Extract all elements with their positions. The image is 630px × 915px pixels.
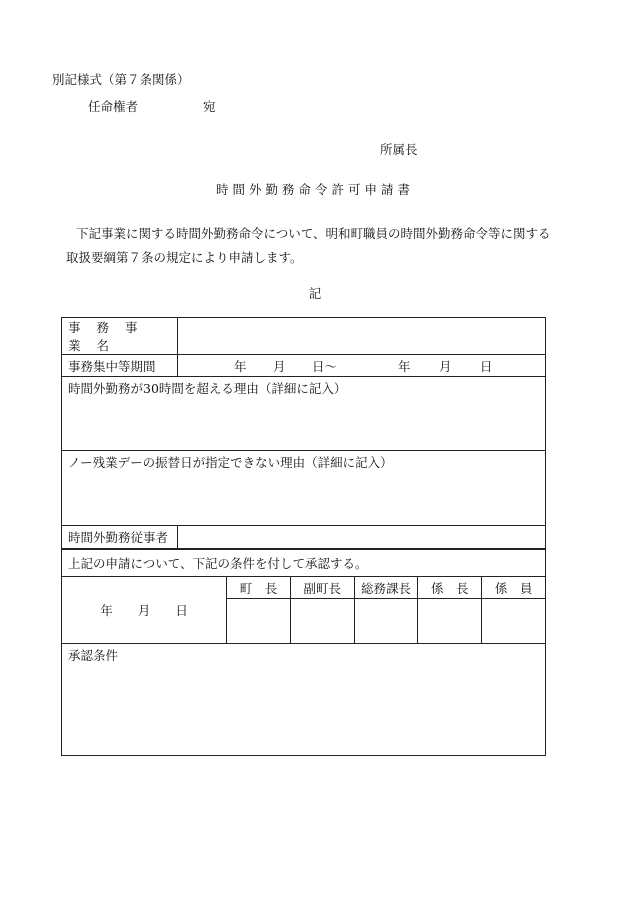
- approval-conditions-label: 承認条件: [68, 648, 119, 663]
- approval-date[interactable]: 年 月 日: [62, 577, 227, 644]
- request-statement: [66, 222, 566, 270]
- seal-box-mayor[interactable]: [227, 599, 291, 644]
- approver-header-mayor: 町 長: [227, 577, 291, 599]
- addressee-label: 任命権者: [88, 99, 139, 114]
- seal-box-staff[interactable]: [482, 599, 546, 644]
- seal-box-deputy-mayor[interactable]: [290, 599, 354, 644]
- approver-header-staff: 係 員: [482, 577, 546, 599]
- addressee-suffix: 宛: [203, 99, 216, 114]
- approval-table: [61, 549, 546, 756]
- period-end-year: 年: [397, 358, 411, 374]
- period-start-day: 日〜: [311, 358, 337, 374]
- period-end-month: 月: [438, 358, 452, 374]
- seal-box-section-chief[interactable]: [418, 599, 482, 644]
- period-field[interactable]: [178, 355, 546, 377]
- project-name-label: 事 務 事 業 名: [62, 318, 178, 355]
- record-mark: 記: [308, 286, 322, 301]
- period-start-year: 年: [234, 358, 247, 374]
- application-table: [61, 317, 546, 549]
- project-name-field[interactable]: [178, 318, 546, 355]
- approval-statement: 上記の申請について、下記の条件を付して承認する。: [62, 550, 546, 577]
- approver-header-general-affairs-chief: 総務課長: [354, 577, 418, 599]
- period-label: 事務集中等期間: [62, 355, 178, 377]
- period-end-day: 日: [479, 358, 493, 374]
- approval-conditions-field[interactable]: [62, 644, 546, 756]
- workers-field[interactable]: [178, 526, 546, 549]
- reason-over-30h-label: 時間外勤務が30時間を超える理由（詳細に記入）: [68, 381, 347, 396]
- approver-header-section-chief: 係 長: [418, 577, 482, 599]
- period-start-month: 月: [272, 358, 286, 374]
- reason-no-overtime-day-label: ノー残業デーの振替日が指定できない理由（詳細に記入）: [68, 455, 393, 470]
- workers-label: 時間外勤務従事者: [62, 526, 178, 549]
- document-title: 時間外勤務命令許可申請書: [215, 182, 414, 197]
- reason-no-overtime-day-field[interactable]: [62, 451, 546, 526]
- approver-header-deputy-mayor: 副町長: [290, 577, 354, 599]
- department-head-label: 所属長: [380, 142, 418, 157]
- seal-box-general-affairs-chief[interactable]: [354, 599, 418, 644]
- request-statement-line-1: 下記事業に関する時間外勤務命令について、明和町職員の時間外勤務命令等に関する: [76, 226, 551, 241]
- form-label: 別記様式（第７条関係）: [52, 72, 190, 87]
- request-statement-line-2: 取扱要綱第７条の規定により申請します。: [66, 250, 303, 265]
- reason-over-30h-field[interactable]: [62, 377, 546, 451]
